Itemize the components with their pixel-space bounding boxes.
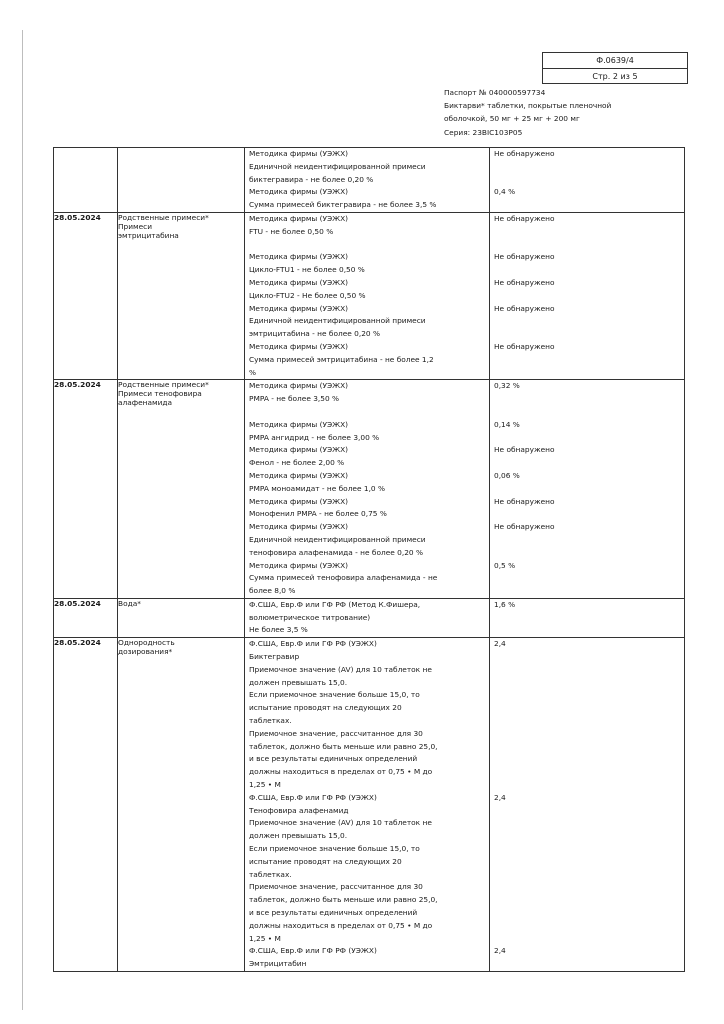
- test-name-line: Примеси тенофовира: [118, 389, 202, 399]
- form-code: Ф.0639/4: [543, 53, 687, 69]
- method-line: Фенол - не более 2,00 %: [249, 458, 345, 468]
- test-name-line: Вода*: [118, 598, 141, 608]
- method-line: должны находиться в пределах от 0,75 • М до: [249, 767, 433, 777]
- method-requirement: [245, 638, 490, 972]
- result-line: Не обнаружено: [494, 445, 555, 455]
- method-line: и все результаты единичных определений: [249, 908, 418, 918]
- result-line: [490, 508, 684, 521]
- method-line: Приемочное значение (AV) для 10 таблеток не: [249, 664, 432, 674]
- result-line: [490, 715, 684, 728]
- method-requirement: [245, 598, 490, 637]
- test-name: [118, 638, 245, 972]
- method-line: Ф.США, Евр.Ф или ГФ РФ (УЭЖХ): [249, 946, 377, 956]
- method-line: Если приемочное значение больше 15,0, то: [249, 844, 420, 854]
- method-line: %: [249, 367, 257, 377]
- result-line: [490, 920, 684, 933]
- result-line: [490, 367, 684, 380]
- method-line: Ф.США, Евр.Ф или ГФ РФ (Метод К.Фишера,: [249, 599, 421, 609]
- method-line: должны находиться в пределах от 0,75 • М до: [249, 920, 433, 930]
- method-requirement: [245, 380, 490, 599]
- result-line: Не обнаружено: [494, 303, 555, 313]
- method-line: Эмтрицитабин: [249, 959, 307, 969]
- result-line: [490, 354, 684, 367]
- test-name-line: Родственные примеси*: [118, 212, 209, 222]
- result-line: [490, 651, 684, 664]
- result-line: 0,32 %: [494, 381, 520, 391]
- method-line: Методика фирмы (УЭЖХ): [249, 149, 349, 158]
- method-line: Монофенил PMPA - не более 0,75 %: [249, 509, 387, 519]
- passport-number: Паспорт № 040000597734: [444, 88, 546, 97]
- result-line: 0,4 %: [494, 187, 516, 197]
- method-line: таблеток, должно быть меньше или равно 25,0,: [249, 741, 438, 751]
- method-line: PMPA - не более 3,50 %: [249, 394, 340, 404]
- method-requirement: [245, 148, 490, 213]
- result-line: Не обнаружено: [494, 252, 555, 262]
- result-line: [490, 753, 684, 766]
- result-line: [490, 958, 684, 971]
- result-line: 2,4: [494, 792, 506, 802]
- test-date: 28.05.2024: [54, 212, 118, 379]
- result-line: [490, 933, 684, 946]
- test-result: [490, 148, 685, 213]
- method-line: испытание проводят на следующих 20: [249, 703, 402, 713]
- result-line: 0,5 %: [494, 560, 516, 570]
- result-line: 2,4: [494, 639, 506, 649]
- method-line: Приемочное значение (AV) для 10 таблеток не: [249, 818, 432, 828]
- result-line: [490, 805, 684, 818]
- method-line: Методика фирмы (УЭЖХ): [249, 522, 349, 532]
- method-line: должен превышать 15,0.: [249, 677, 348, 687]
- method-line: Методика фирмы (УЭЖХ): [249, 252, 349, 262]
- method-line: Методика фирмы (УЭЖХ): [249, 419, 349, 429]
- method-line: Биктегравир: [249, 652, 300, 662]
- result-line: Не обнаружено: [494, 522, 555, 532]
- result-line: [490, 406, 684, 419]
- method-line: Приемочное значение, рассчитанное для 30: [249, 728, 423, 738]
- result-line: [490, 664, 684, 677]
- result-line: [490, 677, 684, 690]
- method-line: Методика фирмы (УЭЖХ): [249, 341, 349, 351]
- result-line: [490, 290, 684, 303]
- page-counter: Стр. 2 из 5: [592, 72, 638, 81]
- result-line: Не обнаружено: [494, 149, 555, 158]
- method-line: таблетках.: [249, 716, 292, 726]
- test-name-line: алафенамида: [118, 398, 173, 408]
- table-row: [54, 212, 685, 379]
- result-line: 2,4: [494, 946, 506, 956]
- method-line: Не более 3,5 %: [249, 625, 308, 635]
- test-result: [490, 380, 685, 599]
- test-date: 28.05.2024: [54, 598, 118, 637]
- result-line: [490, 457, 684, 470]
- result-line: [490, 728, 684, 741]
- method-line: испытание проводят на следующих 20: [249, 856, 402, 866]
- method-line: Ф.США, Евр.Ф или ГФ РФ (УЭЖХ): [249, 639, 377, 649]
- result-line: [490, 161, 684, 174]
- method-line: эмтрицитабина - не более 0,20 %: [249, 329, 380, 339]
- method-line: [245, 406, 489, 419]
- test-date: [54, 148, 118, 213]
- series-number: Серия: 23BIC103P05: [444, 127, 523, 137]
- method-requirement: [245, 212, 490, 379]
- table-row: [54, 598, 685, 637]
- method-line: Ф.США, Евр.Ф или ГФ РФ (УЭЖХ): [249, 792, 377, 802]
- method-line: Цикло-FTU2 - Не более 0,50 %: [249, 290, 366, 300]
- passport-header: [444, 86, 694, 139]
- method-line: Методика фирмы (УЭЖХ): [249, 496, 349, 506]
- result-line: [490, 869, 684, 882]
- method-line: таблеток, должно быть меньше или равно 25,0,: [249, 895, 438, 905]
- form-code-box: [542, 52, 688, 84]
- result-line: [490, 881, 684, 894]
- product-name-line1: Биктарви* таблетки, покрытые пленочной: [444, 101, 612, 111]
- result-line: [490, 856, 684, 869]
- method-line: Методика фирмы (УЭЖХ): [249, 187, 349, 197]
- result-line: [490, 483, 684, 496]
- result-line: [490, 315, 684, 328]
- product-name-line2: оболочкой, 50 мг + 25 мг + 200 мг: [444, 114, 580, 124]
- method-line: PMPA ангидрид - не более 3,00 %: [249, 432, 380, 442]
- result-line: [490, 624, 684, 637]
- method-line: Единичной неидентифицированной примеси: [249, 534, 426, 544]
- method-line: волюметрическое титрование): [249, 612, 371, 622]
- method-line: Сумма примесей эмтрицитабина - не более 1,2: [249, 354, 434, 364]
- test-name: [118, 212, 245, 379]
- result-line: [490, 432, 684, 445]
- method-line: более 8,0 %: [249, 586, 296, 596]
- method-line: биктегравира - не более 0,20 %: [249, 174, 374, 184]
- result-line: [490, 766, 684, 779]
- test-results-table: [53, 147, 685, 972]
- method-line: 1,25 • М: [249, 780, 281, 790]
- test-name-line: Однородность: [118, 638, 175, 648]
- test-name-line: Родственные примеси*: [118, 380, 209, 390]
- method-line: Методика фирмы (УЭЖХ): [249, 470, 349, 480]
- result-line: [490, 830, 684, 843]
- result-line: 0,06 %: [494, 470, 520, 480]
- table-row: [54, 380, 685, 599]
- test-result: [490, 212, 685, 379]
- method-line: Единичной неидентифицированной примеси: [249, 161, 426, 171]
- result-line: [490, 226, 684, 239]
- test-result: [490, 638, 685, 972]
- method-line: Методика фирмы (УЭЖХ): [249, 213, 349, 223]
- method-line: Методика фирмы (УЭЖХ): [249, 277, 349, 287]
- test-name-line: дозирования*: [118, 647, 173, 657]
- method-line: [245, 239, 489, 252]
- result-line: [490, 702, 684, 715]
- test-name: [118, 598, 245, 637]
- test-name: [118, 380, 245, 599]
- method-line: Методика фирмы (УЭЖХ): [249, 560, 349, 570]
- result-line: [490, 239, 684, 252]
- result-line: [490, 264, 684, 277]
- result-line: [490, 894, 684, 907]
- method-line: Сумма примесей биктегравира - не более 3,5 %: [249, 200, 437, 210]
- test-name-line: Примеси: [118, 221, 153, 231]
- result-line: [490, 741, 684, 754]
- method-line: тенофовира алафенамида - не более 0,20 %: [249, 547, 423, 557]
- method-line: должен превышать 15,0.: [249, 831, 348, 841]
- method-line: PMPA моноамидат - не более 1,0 %: [249, 483, 385, 493]
- result-line: 0,14 %: [494, 419, 520, 429]
- test-date: 28.05.2024: [54, 380, 118, 599]
- binding-line: [22, 30, 23, 1010]
- result-line: [490, 779, 684, 792]
- method-line: FTU - не более 0,50 %: [249, 226, 334, 236]
- test-result: [490, 598, 685, 637]
- result-line: Не обнаружено: [494, 496, 555, 506]
- result-line: [490, 612, 684, 625]
- method-line: 1,25 • М: [249, 933, 281, 943]
- result-line: [490, 393, 684, 406]
- result-line: [490, 174, 684, 187]
- method-line: Методика фирмы (УЭЖХ): [249, 381, 349, 391]
- method-line: Тенофовира алафенамид: [249, 805, 349, 815]
- result-line: Не обнаружено: [494, 277, 555, 287]
- method-line: Единичной неидентифицированной примеси: [249, 316, 426, 326]
- result-line: Не обнаружено: [494, 341, 555, 351]
- result-line: [490, 534, 684, 547]
- test-name-line: эмтрицитабина: [118, 230, 179, 240]
- method-line: Методика фирмы (УЭЖХ): [249, 303, 349, 313]
- table-row: [54, 638, 685, 972]
- result-line: [490, 199, 684, 212]
- result-line: [490, 547, 684, 560]
- result-line: [490, 689, 684, 702]
- result-line: 1,6 %: [494, 599, 516, 609]
- result-line: [490, 585, 684, 598]
- method-line: и все результаты единичных определений: [249, 754, 418, 764]
- result-line: [490, 907, 684, 920]
- method-line: таблетках.: [249, 869, 292, 879]
- method-line: Если приемочное значение больше 15,0, то: [249, 690, 420, 700]
- result-line: Не обнаружено: [494, 213, 555, 223]
- table-row: [54, 148, 685, 213]
- test-name: [118, 148, 245, 213]
- method-line: Цикло-FTU1 - не более 0,50 %: [249, 265, 365, 275]
- method-line: Методика фирмы (УЭЖХ): [249, 445, 349, 455]
- method-line: Сумма примесей тенофовира алафенамида - не: [249, 573, 438, 583]
- result-line: [490, 843, 684, 856]
- result-line: [490, 572, 684, 585]
- result-line: [490, 817, 684, 830]
- method-line: Приемочное значение, рассчитанное для 30: [249, 882, 423, 892]
- test-date: 28.05.2024: [54, 638, 118, 972]
- result-line: [490, 328, 684, 341]
